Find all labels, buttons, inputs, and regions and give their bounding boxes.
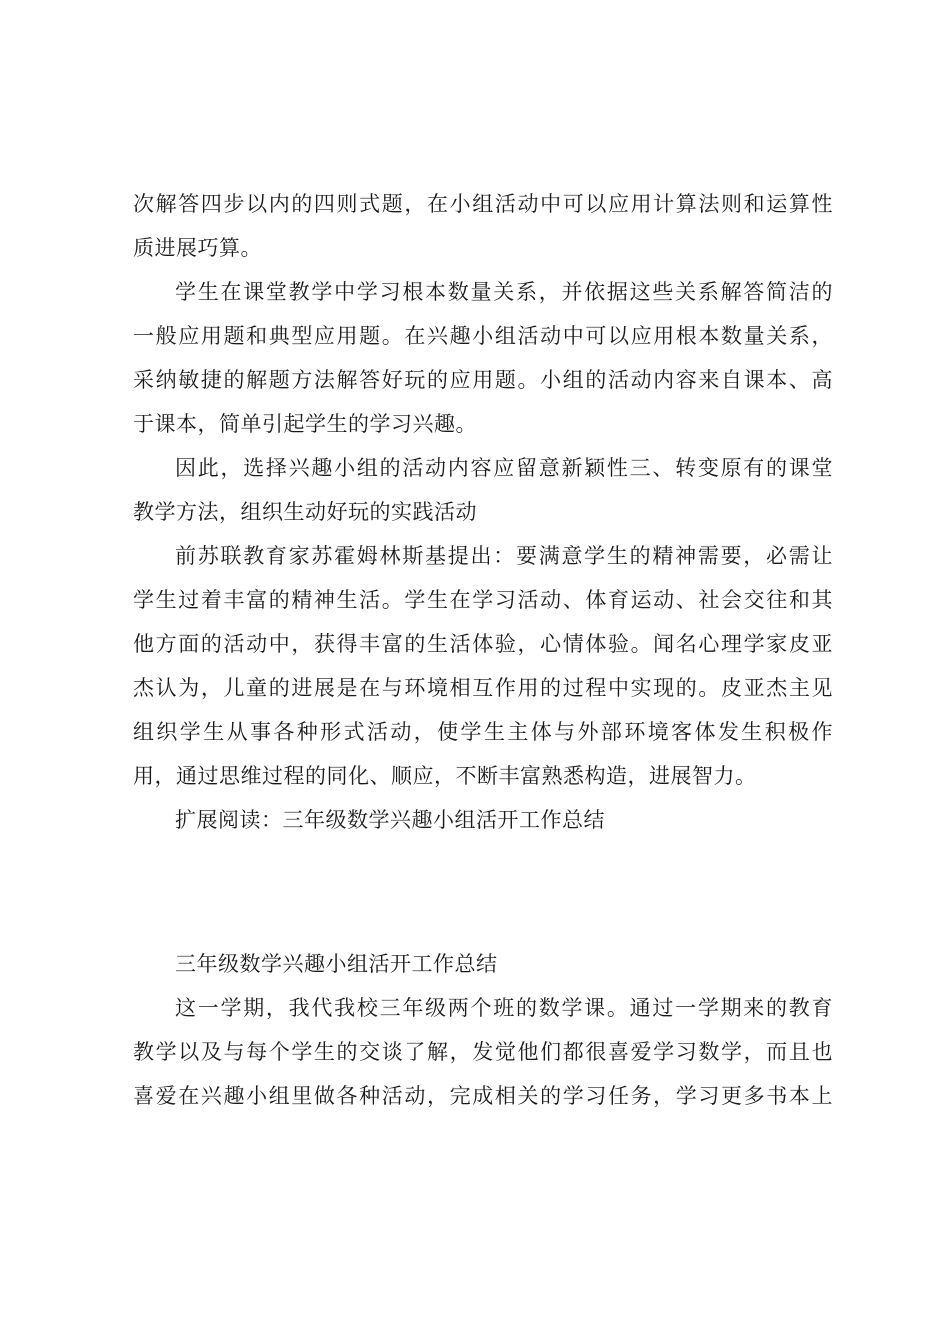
document-body [133,182,833,1118]
paragraph-continuation [133,182,833,270]
text-line: 次解答四步以内的四则式题，在小组活动中可以应用计算法则和运算性 [133,192,833,216]
text-line: 喜爱在兴趣小组里做各种活动，完成相关的学习任务，学习更多书本上 [133,1084,833,1108]
paragraph-summary-intro [133,986,833,1118]
text-line: 一般应用题和典型应用题。在兴趣小组活动中可以应用根本数量关系， [133,324,833,348]
text-line: 采纳敏捷的解题方法解答好玩的应用题。小组的活动内容来自课本、高 [133,368,833,392]
text-line: 于课本，简单引起学生的学习兴趣。 [133,412,477,436]
text-line: 教学以及与每个学生的交谈了解，发觉他们都很喜爱学习数学，而且也 [133,1040,833,1064]
text-line: 因此，选择兴趣小组的活动内容应留意新颖性三、转变原有的课堂 [175,456,833,480]
text-line: 组织学生从事各种形式活动，使学生主体与外部环境客体发生积极作 [133,720,833,744]
text-line: 这一学期，我代我校三年级两个班的数学课。通过一学期来的教育 [175,996,833,1020]
text-line: 杰认为，儿童的进展是在与环境相互作用的过程中实现的。皮亚杰主见 [133,676,833,700]
text-line: 学生过着丰富的精神生活。学生在学习活动、体育运动、社会交往和其 [133,588,833,612]
text-line: 他方面的活动中，获得丰富的生活体验，心情体验。闻名心理学家皮亚 [133,632,833,656]
text-line: 前苏联教育家苏霍姆林斯基提出：要满意学生的精神需要，必需让 [175,544,833,568]
extended-reading-heading: 扩展阅读：三年级数学兴趣小组活开工作总结 [175,808,605,832]
section-title [133,942,833,986]
section-gap [133,842,833,942]
text-line: 教学方法，组织生动好玩的实践活动 [133,500,477,524]
summary-title: 三年级数学兴趣小组活开工作总结 [175,952,498,976]
paragraph-basic-relations [133,270,833,446]
text-line: 用，通过思维过程的同化、顺应，不断丰富熟悉构造，进展智力。 [133,764,757,788]
text-line: 学生在课堂教学中学习根本数量关系，并依据这些关系解答简洁的 [175,280,833,304]
paragraph-therefore [133,446,833,534]
text-line: 质进展巧算。 [133,236,262,260]
paragraph-extended-reading [133,798,833,842]
paragraph-sukhomlinsky [133,534,833,798]
